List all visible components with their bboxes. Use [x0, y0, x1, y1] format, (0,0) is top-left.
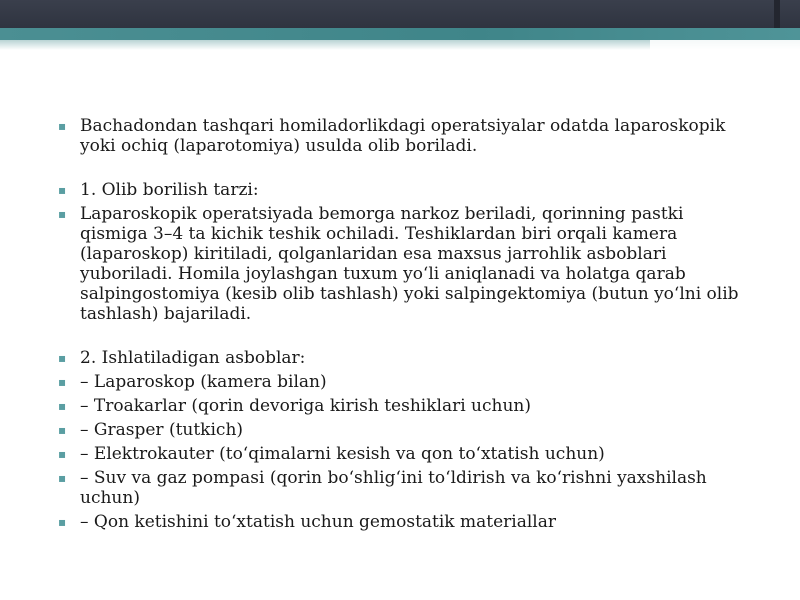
accent-right-tab — [650, 40, 800, 52]
list-item — [56, 444, 746, 464]
accent-stripe — [0, 28, 800, 40]
bullet-icon: ▪ — [58, 183, 67, 197]
bullet-icon: ▪ — [58, 399, 67, 413]
list-item — [56, 204, 746, 324]
list-item — [56, 420, 746, 440]
list-item-text: – Suv va gaz pompasi (qorin bo‘shlig‘ini to‘ldirish va ko‘rishni yaxshilash uchun) — [80, 468, 707, 508]
bullet-icon: ▪ — [58, 471, 67, 485]
list-item-text: – Grasper (tutkich) — [80, 420, 244, 440]
bullet-list — [56, 116, 746, 536]
bullet-icon: ▪ — [58, 447, 67, 461]
list-item-text: Laparoskopik operatsiyada bemorga narkoz beriladi, qorinning pastki qismiga 3–4 ta kichik teshik ochiladi. Teshiklardan biri orqali kamera (laparoskop) kiritiladi, qolganlaridan esa maxsus jarrohlik asboblari yuboriladi. Homila joylashgan tuxum yo‘li aniqlanadi va holatga qarab salpingostomiya (kesib olib tashlash) yoki salpingektomiya (butun yo‘lni olib tashlash) bajariladi. — [80, 204, 739, 324]
list-item — [56, 468, 746, 508]
bullet-icon: ▪ — [58, 351, 67, 365]
list-item — [56, 180, 746, 200]
list-item-text: – Qon ketishini to‘xtatish uchun gemostatik materiallar — [80, 512, 556, 532]
list-item-text: 1. Olib borilish tarzi: — [80, 180, 259, 200]
header-accent-block — [774, 0, 780, 28]
list-item — [56, 348, 746, 368]
list-item-text: – Elektrokauter (to‘qimalarni kesish va qon to‘xtatish uchun) — [80, 444, 605, 464]
list-item — [56, 116, 746, 156]
list-item — [56, 396, 746, 416]
bullet-icon: ▪ — [58, 423, 67, 437]
list-item-text: – Troakarlar (qorin devoriga kirish teshiklari uchun) — [80, 396, 532, 416]
bullet-icon: ▪ — [58, 207, 67, 221]
list-item — [56, 372, 746, 392]
list-item-text: Bachadondan tashqari homiladorlikdagi operatsiyalar odatda laparoskopik yoki ochiq (laparotomiya) usulda olib boriladi. — [80, 116, 726, 156]
list-item-text: – Laparoskop (kamera bilan) — [80, 372, 327, 392]
bullet-icon: ▪ — [58, 375, 67, 389]
list-item — [56, 512, 746, 532]
top-header-bar — [0, 0, 800, 28]
list-item-text: 2. Ishlatiladigan asboblar: — [80, 348, 306, 368]
bullet-icon: ▪ — [58, 515, 67, 529]
bullet-icon: ▪ — [58, 119, 67, 133]
